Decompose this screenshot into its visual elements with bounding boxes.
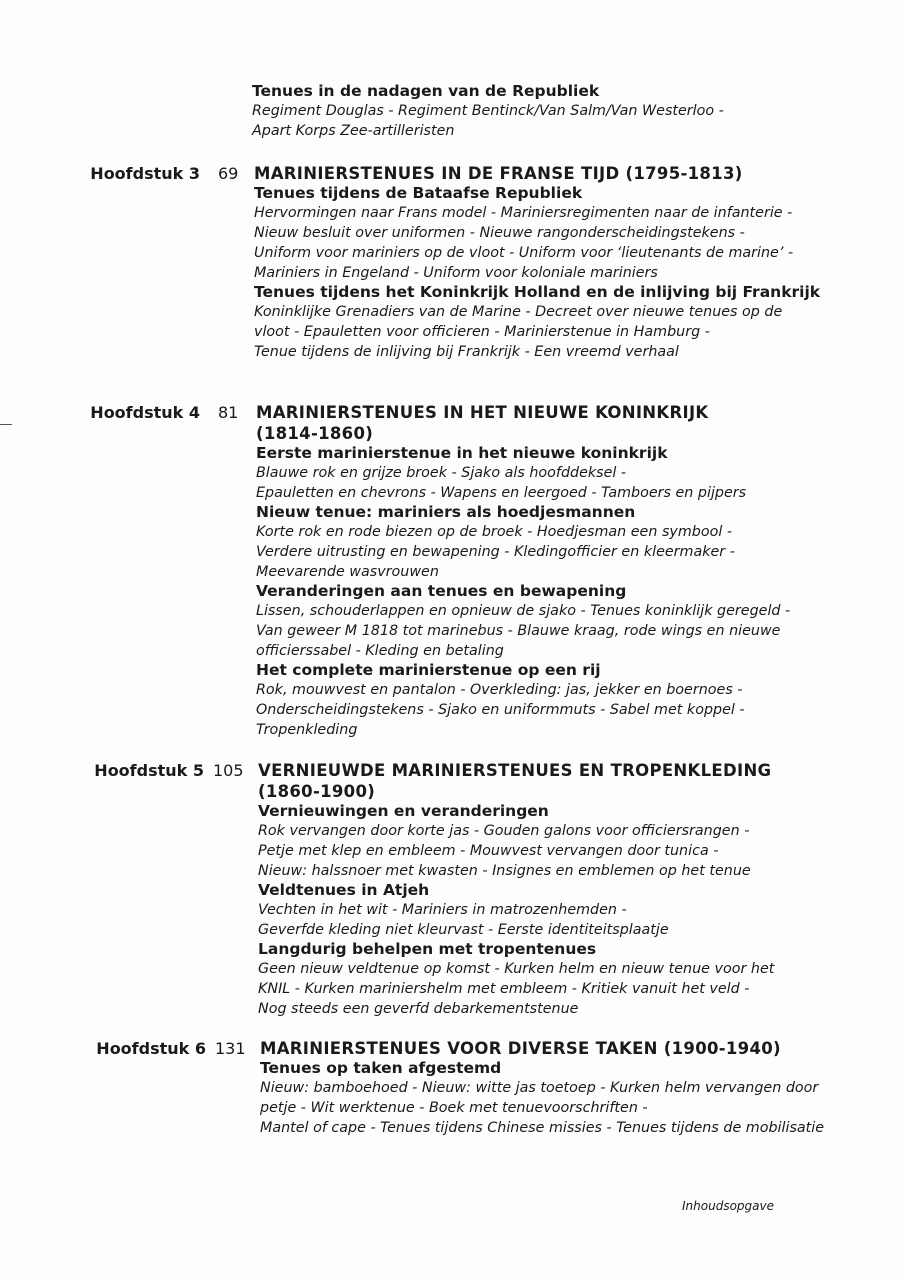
section-title: Eerste marinierstenue in het nieuwe koninkrijk [256, 444, 668, 462]
chapter-label: Hoofdstuk 3 [90, 164, 200, 183]
section-line: Van geweer M 1818 tot marinebus - Blauwe kraag, rode wings en nieuwe [256, 623, 781, 639]
section-title: Veldtenues in Atjeh [258, 881, 430, 899]
chapter-title-line-2: (1860-1900) [258, 782, 376, 801]
section-title: Veranderingen aan tenues en bewapening [256, 582, 627, 600]
section-line: Nieuw: bamboehoed - Nieuw: witte jas toetoep - Kurken helm vervangen door [260, 1080, 819, 1096]
section-line: Petje met klep en embleem - Mouwvest vervangen door tunica - [258, 843, 719, 859]
section-line: petje - Wit werktenue - Boek met tenuevoorschriften - [260, 1100, 648, 1116]
chapter-label: Hoofdstuk 6 [96, 1039, 206, 1058]
section-line: Rok, mouwvest en pantalon - Overkleding: jas, jekker en boernoes - [256, 682, 743, 698]
chapter-page-number: 69 [218, 164, 239, 183]
section-line: Nieuw: halssnoer met kwasten - Insignes en emblemen op het tenue [258, 863, 751, 879]
section-line: officierssabel - Kleding en betaling [256, 643, 504, 659]
chapter-label: Hoofdstuk 5 [94, 761, 204, 780]
section-line: Koninklijke Grenadiers van de Marine - Decreet over nieuwe tenues op de [254, 304, 783, 320]
section-line: Verdere uitrusting en bewapening - Kledingofficier en kleermaker - [256, 544, 735, 560]
section-line: Korte rok en rode biezen op de broek - Hoedjesman een symbool - [256, 524, 733, 540]
section-title: Tenues tijdens de Bataafse Republiek [254, 184, 583, 202]
section-line: KNIL - Kurken mariniershelm met embleem - Kritiek vanuit het veld - [258, 981, 750, 997]
section-title: Nieuw tenue: mariniers als hoedjesmannen [256, 503, 636, 521]
section-title: Het complete marinierstenue op een rij [256, 661, 601, 679]
chapter-content [254, 163, 839, 362]
section-title: Tenues op taken afgestemd [260, 1059, 502, 1077]
chapter-title: MARINIERSTENUES IN DE FRANSE TIJD (1795-1813) [254, 164, 743, 183]
section-line: Meevarende wasvrouwen [256, 564, 439, 580]
running-footer-title: Inhoudsopgave [682, 1199, 774, 1213]
section-line: Lissen, schouderlappen en opnieuw de sjako - Tenues koninklijk geregeld - [256, 603, 791, 619]
margin-mark [0, 424, 12, 425]
section-line: Epauletten en chevrons - Wapens en leergoed - Tamboers en pijpers [256, 485, 747, 501]
section-line: Hervormingen naar Frans model - Mariniersregimenten naar de infanterie - [254, 205, 793, 221]
section-line: Mantel of cape - Tenues tijdens Chinese missies - Tenues tijdens de mobilisatie [260, 1120, 825, 1136]
section-line: Tenue tijdens de inlijving bij Frankrijk - Een vreemd verhaal [254, 344, 679, 360]
section-line: Nog steeds een geverfd debarkementstenue [258, 1001, 579, 1017]
chapter-label: Hoofdstuk 4 [90, 403, 200, 422]
section-line: Mariniers in Engeland - Uniform voor koloniale mariniers [254, 265, 658, 281]
section-line: Onderscheidingstekens - Sjako en uniformmuts - Sabel met koppel - [256, 702, 745, 718]
chapter-page-number: 105 [213, 761, 244, 780]
section-line: Tropenkleding [256, 722, 358, 738]
section-line: Nieuw besluit over uniformen - Nieuwe rangonderscheidingstekens - [254, 225, 745, 241]
chapter-title-line-2: (1814-1860) [256, 424, 374, 443]
section-line: Geen nieuw veldtenue op komst - Kurken helm en nieuw tenue voor het [258, 961, 775, 977]
chapter-title: MARINIERSTENUES VOOR DIVERSE TAKEN (1900-1940) [260, 1039, 781, 1058]
section-line: Geverfde kleding niet kleurvast - Eerste identiteitsplaatje [258, 922, 669, 938]
section-line: Regiment Douglas - Regiment Bentinck/Van Salm/Van Westerloo - [252, 103, 724, 119]
section-line: Blauwe rok en grijze broek - Sjako als hoofddeksel - [256, 465, 627, 481]
section-line: Vechten in het wit - Mariniers in matrozenhemden - [258, 902, 627, 918]
section-line: vloot - Epauletten voor officieren - Marinierstenue in Hamburg - [254, 324, 710, 340]
chapter-page-number: 131 [215, 1039, 246, 1058]
section-title: Tenues tijdens het Koninkrijk Holland en de inlijving bij Frankrijk [254, 283, 821, 301]
chapter-title: MARINIERSTENUES IN HET NIEUWE KONINKRIJK [256, 403, 709, 422]
section-line: Apart Korps Zee-artilleristen [252, 123, 455, 139]
chapter-title: VERNIEUWDE MARINIERSTENUES EN TROPENKLEDING [258, 761, 772, 780]
section-line: Uniform voor mariniers op de vloot - Uniform voor ‘lieutenants de marine’ - [254, 245, 794, 261]
chapter-content [256, 402, 841, 740]
chapter-content [260, 1038, 845, 1138]
intro-content [252, 82, 837, 141]
section-line: Rok vervangen door korte jas - Gouden galons voor officiersrangen - [258, 823, 750, 839]
chapter-page-number: 81 [218, 403, 239, 422]
section-title: Langdurig behelpen met tropentenues [258, 940, 597, 958]
section-title: Tenues in de nadagen van de Republiek [252, 82, 600, 100]
chapter-content [258, 760, 843, 1019]
section-title: Vernieuwingen en veranderingen [258, 802, 549, 820]
